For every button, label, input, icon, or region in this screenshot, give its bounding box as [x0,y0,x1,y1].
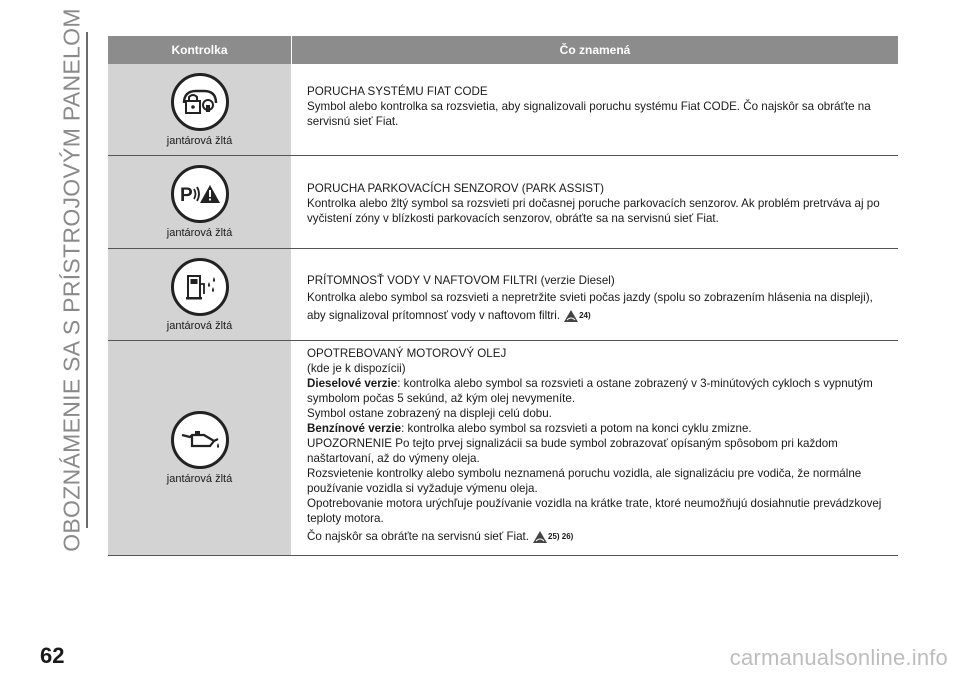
petrol-paragraph: Benzínové verzie: kontrolka alebo symbol sa rozsvieti a potom na konci cyklu zmizne. [307,422,752,435]
header-meaning: Čo znamená [291,36,898,64]
icon-color-label: jantárová žltá [166,473,233,485]
row-text: Kontrolka alebo symbol sa rozsvieti a nepretržite svieti počas jazdy (spolu so zobrazením hlásenia na displeji), aby signalizoval prítomnosť vody v naftovom filtri. 24) [307,291,873,323]
description-cell [291,156,898,248]
icon-cell [108,341,291,555]
row-text: Symbol alebo kontrolka sa rozsvietia, aby signalizovali poruchu systému Fiat CODE. Čo najskôr sa obráťte na servisnú sieť Fiat. [307,100,871,128]
description-cell [291,249,898,340]
row-title: PORUCHA PARKOVACÍCH SENZOROV (PARK ASSIST) [307,182,604,195]
row-subtitle: (kde je k dispozícii) [307,362,406,375]
watermark: carmanualsonline.info [729,645,948,670]
footnote-ref: 25) 26) [548,532,574,542]
icon-color-label: jantárová žltá [166,134,233,147]
warning-triangle-icon [564,310,578,322]
park-assist-fault-icon [171,165,229,223]
footnote-ref: 24) [579,311,591,320]
header-kontrolka: Kontrolka [171,43,228,57]
warning-paragraph: UPOZORNENIE Po tejto prvej signalizácii sa bude symbol zobrazovať opísaným spôsobom pri každom naštartovaní, až do výmeny oleja. [307,437,838,465]
page-number: 62 [40,643,65,668]
diesel-note: Symbol ostane zobrazený na displeji celú dobu. [307,407,552,420]
chapter-rule [86,32,88,528]
warning-triangle-icon [533,531,547,543]
oil-can-icon [171,411,229,469]
table-row [108,64,898,156]
row-text: Kontrolka alebo žltý symbol sa rozsvieti pri dočasnej poruche parkovacích senzorov. Ak problém pretrváva aj po vyčistení zóny v blízkosti parkovacích senzorov, obráťte sa na servisnú sieť Fiat. [307,197,880,225]
row-title: PORUCHA SYSTÉMU FIAT CODE [307,85,488,98]
table-row [108,341,898,556]
description-cell [291,341,898,555]
table-row [108,156,898,249]
icon-color-label: jantárová žltá [166,227,233,239]
icon-cell [108,156,291,248]
fault-paragraph: Rozsvietenie kontrolky alebo symbolu neznamená poruchu vozidla, ale signalizáciu pre vodiča, že normálne používanie vozidla si vyžaduje výmenu oleja. [307,467,862,495]
table-header [108,36,898,64]
usage-paragraph: Opotrebovanie motora urýchľuje používanie vozidla na krátke trate, ktoré neumožňujú dosiahnutie prevádzkovej teploty motora. [307,497,882,525]
diesel-label: Dieselové verzie [307,377,398,390]
row-title: OPOTREBOVANÝ MOTOROVÝ OLEJ [307,347,507,360]
icon-cell [108,64,291,155]
closing-paragraph: Čo najskôr sa obráťte na servisnú sieť Fiat. 25) 26) [307,530,574,543]
water-in-diesel-filter-icon [171,258,229,316]
warning-lights-table [108,36,898,556]
table-row [108,249,898,341]
diesel-paragraph: Dieselové verzie: kontrolka alebo symbol sa rozsvieti a ostane zobrazený v 3-minútových cykloch s vypnutým symbolom počas 5 sekúnd, až kým olej nevymeníte. [307,377,873,405]
row-title: PRÍTOMNOSŤ VODY V NAFTOVOM FILTRI (verzie Diesel) [307,274,615,287]
svg-text:P: P [179,185,193,206]
petrol-label: Benzínové verzie [307,422,402,435]
description-cell [291,64,898,155]
fiat-code-immobilizer-icon [171,73,229,131]
icon-cell [108,249,291,340]
icon-color-label: jantárová žltá [166,319,233,332]
chapter-title: OBOZNÁMENIE SA S PRÍSTROJOVÝM PANELOM [58,8,85,552]
